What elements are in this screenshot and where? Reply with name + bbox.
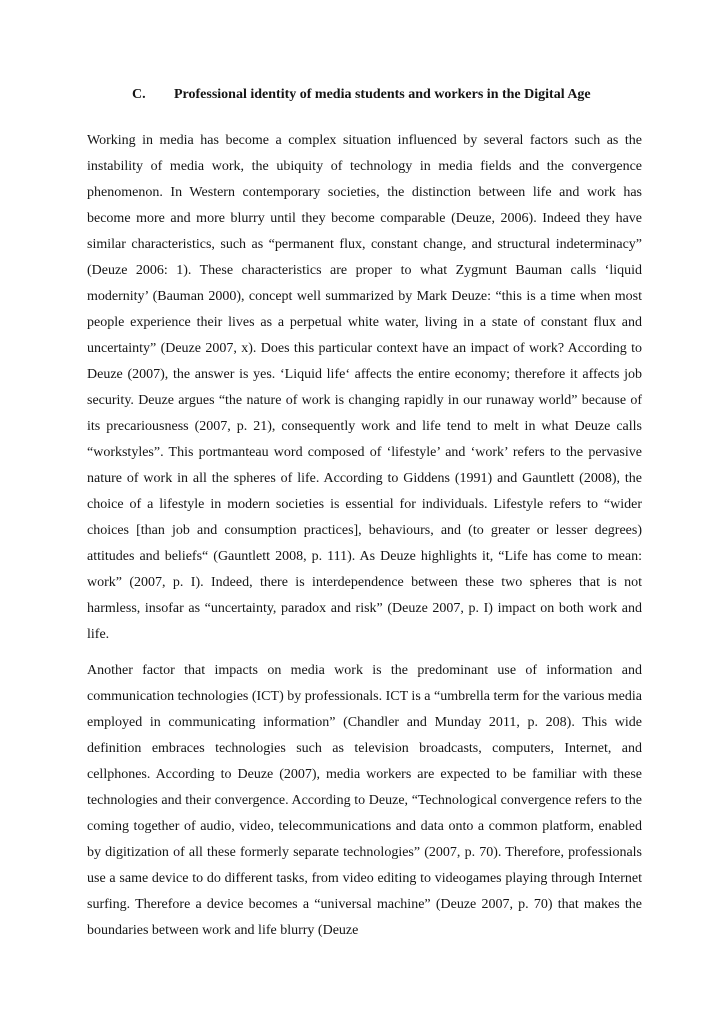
body-paragraph-2: Another factor that impacts on media work is the predominant use of information and communication technologies (ICT) by professionals. ICT is a “umbrella term for the various media employed in communicating information” (Chandler and Munday 2011, p. 208). This wide definition embraces technologies such as television broadcasts, computers, Internet, and cellphones. According to Deuze (2007), media workers are expected to be familiar with these technologies and their convergence. According to Deuze, “Technological convergence refers to the coming together of audio, video, telecommunications and data onto a common platform, enabled by digitization of all these formerly separate technologies” (2007, p. 70). Therefore, professionals use a same device to do different tasks, from video editing to videogames playing through Internet surfing. Therefore a device becomes a “universal machine” (Deuze 2007, p. 70) that makes the boundaries between work and life blurry (Deuze	[87, 663, 642, 938]
section-title: Professional identity of media students and workers in the Digital Age	[174, 87, 591, 102]
section-letter: C.	[132, 87, 146, 102]
body-paragraph-1: Working in media has become a complex situation influenced by several factors such as the instability of media work, the ubiquity of technology in media fields and the convergence phenomenon. In Western contemporary societies, the distinction between life and work has become more and more blurry until they become comparable (Deuze, 2006). Indeed they have similar characteristics, such as “permanent flux, constant change, and structural indeterminacy” (Deuze 2006: 1). These characteristics are proper to what Zygmunt Bauman calls ‘liquid modernity’ (Bauman 2000), concept well summarized by Mark Deuze: “this is a time when most people experience their lives as a perpetual white water, living in a state of constant flux and uncertainty” (Deuze 2007, x). Does this particular context have an impact of work? According to Deuze (2007), the answer is yes. ‘Liquid life‘ affects the entire economy; therefore it affects job security. Deuze argues “the nature of work is changing rapidly in our runaway world” because of its precariousness (2007, p. 21), consequently work and life tend to melt in what Deuze calls “workstyles”. This portmanteau word composed of ‘lifestyle’ and ‘work’ refers to the pervasive nature of work in all the spheres of life. According to Giddens (1991) and Gauntlett (2008), the choice of a lifestyle in modern societies is essential for individuals. Lifestyle refers to “wider choices [than job and consumption practices], behaviours, and (to greater or lesser degrees) attitudes and beliefs“ (Gauntlett 2008, p. 111). As Deuze highlights it, “Life has come to mean: work” (2007, p. I). Indeed, there is interdependence between these two spheres that is not harmless, insofar as “uncertainty, paradox and risk” (Deuze 2007, p. I) impact on both work and life.	[87, 133, 642, 642]
